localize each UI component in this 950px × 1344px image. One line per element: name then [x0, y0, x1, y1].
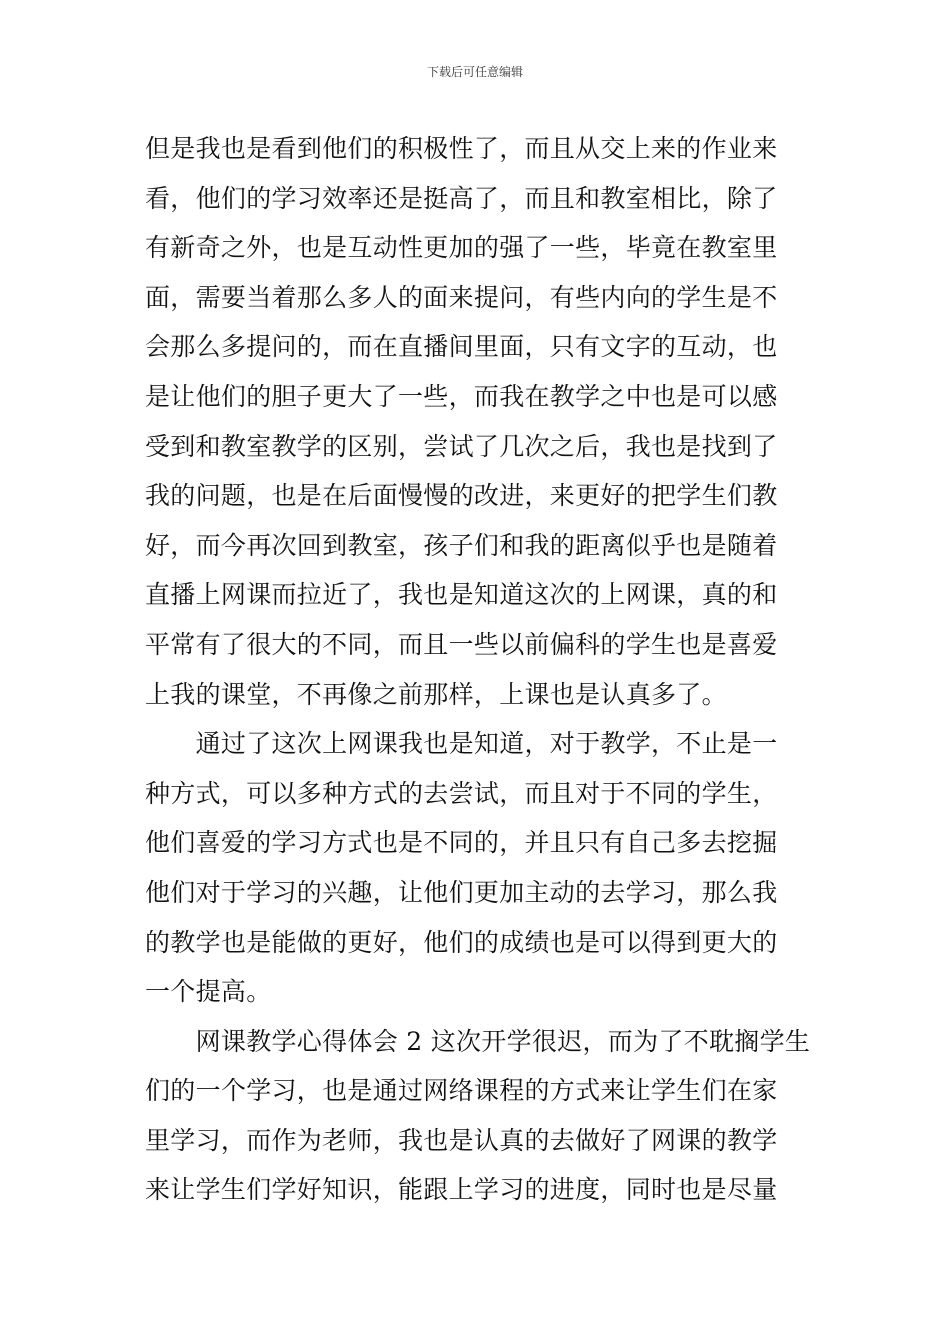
text-line: 们的一个学习，也是通过网络课程的方式来让学生们在家: [145, 1076, 778, 1106]
page-header: 下载后可任意编辑: [426, 65, 523, 79]
text-line: 的教学也是能做的更好，他们的成绩也是可以得到更大的: [145, 927, 778, 957]
text-line: 平常有了很大的不同，而且一些以前偏科的学生也是喜爱: [145, 629, 778, 659]
text-line: 受到和教室教学的区别，尝试了几次之后，我也是找到了: [145, 431, 778, 461]
paragraph-start-line: 通过了这次上网课我也是知道，对于教学，不止是一: [145, 729, 778, 759]
text-line: 上我的课堂，不再像之前那样，上课也是认真多了。: [145, 679, 727, 709]
text-line: 但是我也是看到他们的积极性了，而且从交上来的作业来: [145, 134, 778, 163]
text-line: 他们喜爱的学习方式也是不同的，并且只有自己多去挖掘: [145, 828, 778, 858]
text-line: 会那么多提问的，而在直播间里面，只有文字的互动，也: [145, 332, 778, 362]
text-line: 我的问题，也是在后面慢慢的改进，来更好的把学生们教: [145, 481, 778, 511]
text-line: 有新奇之外，也是互动性更加的强了一些，毕竟在教室里: [145, 233, 778, 263]
text-line: 面，需要当着那么多人的面来提问，有些内向的学生是不: [145, 282, 778, 312]
text-line: 是让他们的胆子更大了一些，而我在教学之中也是可以感: [145, 381, 778, 411]
text-line: 看，他们的学习效率还是挺高了，而且和教室相比，除了: [145, 183, 778, 213]
text-line: 他们对于学习的兴趣，让他们更加主动的去学习，那么我: [145, 877, 778, 907]
text-line: 种方式，可以多种方式的去尝试，而且对于不同的学生，: [145, 778, 778, 808]
text-line: 直播上网课而拉近了，我也是知道这次的上网课，真的和: [145, 580, 778, 610]
text-line: 来让学生们学好知识，能跟上学习的进度，同时也是尽量: [145, 1175, 778, 1205]
text-line: 一个提高。: [145, 977, 272, 1007]
text-line: 里学习，而作为老师，我也是认真的去做好了网课的教学: [145, 1125, 778, 1155]
paragraph-start-line: 网课教学心得体会 2 这次开学很迟，而为了不耽搁学生: [145, 1026, 811, 1056]
document-body: [145, 124, 811, 1215]
text-line: 好，而今再次回到教室，孩子们和我的距离似乎也是随着: [145, 530, 778, 560]
